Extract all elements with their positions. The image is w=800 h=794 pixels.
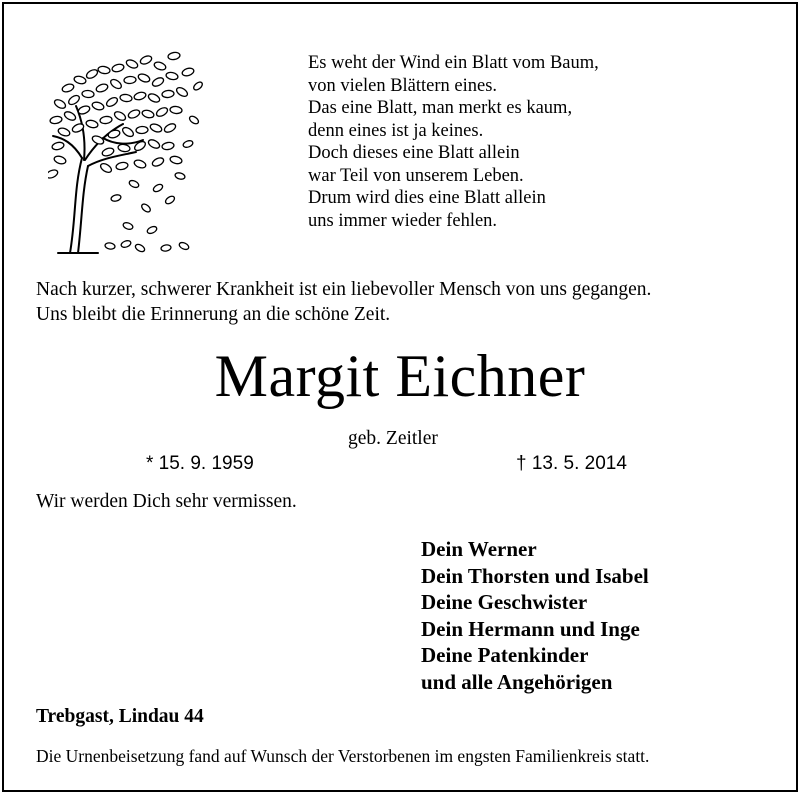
intro-line: Nach kurzer, schwerer Krankheit ist ein liebevoller Mensch von uns gegangen. bbox=[36, 279, 652, 300]
poem-line: war Teil von unserem Leben. bbox=[308, 165, 524, 186]
poem bbox=[308, 52, 599, 232]
intro-line: Uns bleibt die Erinnerung an die schöne Zeit. bbox=[36, 304, 391, 325]
address: Trebgast, Lindau 44 bbox=[36, 706, 204, 727]
mourner: Dein Werner bbox=[421, 537, 537, 561]
mourner: Deine Geschwister bbox=[421, 590, 588, 615]
poem-line: denn eines ist ja keines. bbox=[308, 120, 484, 141]
poem-line: Drum wird dies eine Blatt allein bbox=[308, 188, 546, 208]
deceased-name: Margit Eichner bbox=[214, 343, 586, 409]
poem-line: von vielen Blättern eines. bbox=[308, 75, 498, 96]
mourner: Dein Thorsten und Isabel bbox=[421, 563, 649, 588]
intro-text bbox=[36, 277, 651, 327]
poem-line: Es weht der Wind ein Blatt vom Baum, bbox=[308, 53, 599, 73]
birth-date: * 15. 9. 1959 bbox=[146, 453, 254, 474]
mourner: Dein Hermann und Inge bbox=[421, 616, 640, 641]
poem-line: uns immer wieder fehlen. bbox=[308, 210, 498, 231]
mourners-list bbox=[421, 536, 649, 696]
obituary-notice bbox=[2, 2, 798, 792]
death-date: † 13. 5. 2014 bbox=[516, 453, 627, 474]
poem-line: Das eine Blatt, man merkt es kaum, bbox=[308, 98, 573, 118]
windblown-tree-icon bbox=[48, 48, 208, 258]
burial-notice: Die Urnenbeisetzung fand auf Wunsch der Verstorbenen im engsten Familienkreis statt. bbox=[36, 746, 650, 766]
mourner: Deine Patenkinder bbox=[421, 643, 589, 668]
birth-name: geb. Zeitler bbox=[348, 428, 438, 449]
mourner: und alle Angehörigen bbox=[421, 669, 613, 694]
farewell-line: Wir werden Dich sehr vermissen. bbox=[36, 491, 297, 512]
poem-line: Doch dieses eine Blatt allein bbox=[308, 143, 520, 163]
